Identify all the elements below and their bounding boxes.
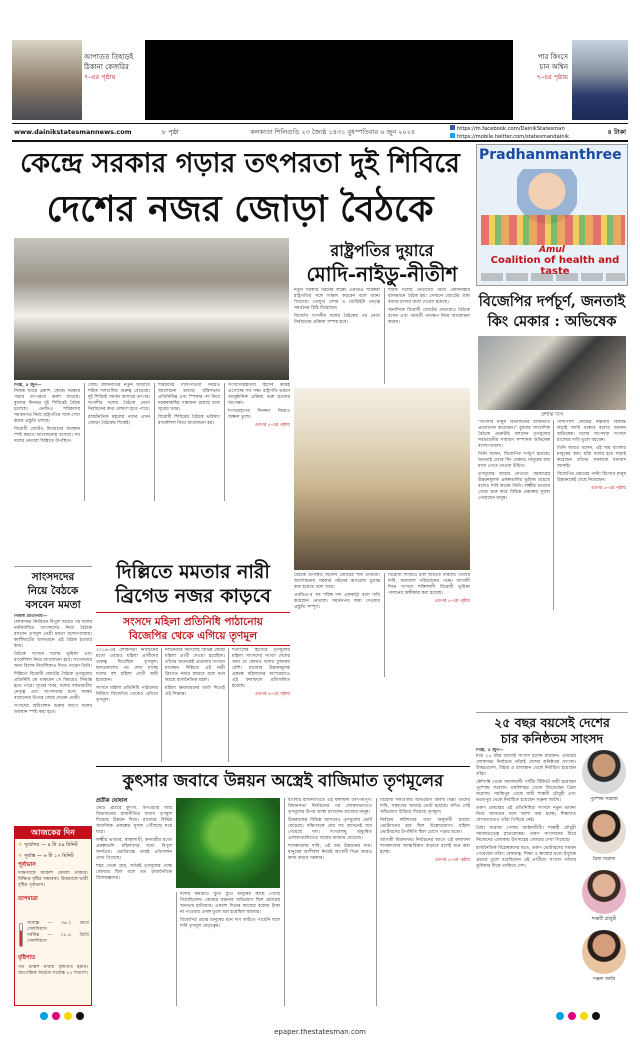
story-youth-body: দিল্লি, ৫ জুন— মাত্র ২৫ বছর বয়সেই সাংসদ হলেন চারজন। এবারের লোকসভা নির্বাচনে তাঁরাই দেশের কনিষ্ঠতম সাংসদ। উত্তরপ্রদেশ, বিহার ও রাজস্থান থেকে নির্বাচিত হয়েছেন তাঁরা। কৌশাম্বি থেকে সমাজবাদী পার্টির টিকিটে জয়ী হয়েছেন পুষ্পেন্দ্র সরোজ। মছলিশহর থেকে জিতেছেন প্রিয়া সরোজ। সমস্তিপুর থেকে জয়ী শাম্ভবী চৌধুরী এবং ভরতপুর থেকে নির্বাচিত হয়েছেন সঞ্জনা জাটব। তরুণ প্রজন্মের এই প্রতিনিধিরা সংসদে নতুন ভাবনা নিয়ে আসবেন বলে আশা করা হচ্ছে। শিক্ষাগত যোগ্যতাতেও তাঁরা পিছিয়ে নেই। প্রিয়া সরোজ পেশায় আইনজীবী। শাম্ভবী চৌধুরী সমাজতত্ত্বে স্নাতকোত্তর। তরুণ সাংসদদের ঘিরে নিজেদের এলাকায় উৎসাহের জোয়ার দেখা গিয়েছে। রাজনৈতিক বিশ্লেষকদের মতে, তরুণ ভোটারদের সমর্থন পেয়েছেন তাঁরা। বেকারত্ব, শিক্ষা ও স্বাস্থ্যের মতো ইস্যুকে প্রচারে তুলে ধরেছিলেন এই প্রার্থীরা। সংসদে তাঁদের ভূমিকার দিকে তাকিয়ে দেশ। xyxy=(476,748,576,869)
story-bjp-headline-2: কিং মেকার : অভিষেক xyxy=(487,313,617,330)
reg-dot-cyan xyxy=(40,1012,48,1020)
weather-rain-text: গত চব্বিশ ঘণ্টায় বৃষ্টিপাত হয়নি। আপেক্ষিক আর্দ্রতা সর্বোচ্চ ৮২ শতাংশ। xyxy=(18,965,88,976)
facebook-icon xyxy=(450,125,455,130)
weather-box xyxy=(14,826,92,1006)
page-count: ৮ পৃষ্ঠা xyxy=(162,128,179,136)
story-mamata-deck xyxy=(96,612,290,646)
lead-body-col5: নতুন সরকার গঠনের লক্ষ্যে এনডিএ শরিকরা রাষ্ট্রপতির সঙ্গে সাক্ষাৎ করবেন বলে জানা গিয়েছে। তেলুগু দেশম ও জেডিইউ নেতৃত্ব সমর্থনের চিঠি দিয়েছেন। বিজেপি সংসদীয় দলের বৈঠকের পর নেতা নির্বাচনের প্রক্রিয়া সম্পন্ন হবে। xyxy=(294,288,380,325)
story-tmc-col4: বিরোধী দলগুলির অভিযোগ অবশ্য ভিন্ন। তাদের দাবি, সন্ত্রাসের আবহে ভোট হয়েছে। যদিও সেই অভিযোগ উড়িয়ে দিয়েছে তৃণমূল। নির্বাচন কমিশনের তথ্য অনুযায়ী রাজ্যে ভোটদানের হার ছিল উল্লেখযোগ্য। মহিলা ভোটারদের উপস্থিতি ছিল চোখে পড়ার মতো। আগামী বিধানসভা নির্বাচনের আগে এই ফলাফল শাসকদলের আত্মবিশ্বাস বাড়াবে বলেই মনে করা হচ্ছে। এরপর ৫-এর পৃষ্ঠায় xyxy=(376,798,470,1006)
right-teaser-text[interactable] xyxy=(518,52,568,82)
lead-subhead-1: রাষ্ট্রপতির দুয়ারে xyxy=(330,241,434,260)
lead-continued: এরপর ৫-এর পৃষ্ঠায় xyxy=(254,423,290,428)
social-links xyxy=(450,125,569,141)
story-mamata-side-body: নিজস্ব প্রতিনিধি— লোকসভা নির্বাচনে বিপুল জয়ের পর দলের নবনির্বাচিত সাংসদদের নিয়ে বৈঠকে বসবেন তৃণমূল নেত্রী মমতা বন্দ্যোপাধ্যায়। কালীঘাটের বাসভবনে এই বৈঠক হওয়ার কথা। বৈঠকে সংসদে দলের ভূমিকা এবং রণকৌশল নিয়ে আলোচনা হবে। সাংসদদের জন্য বিশেষ নির্দেশিকাও দিতে পারেন তিনি। দিল্লিতে বিরোধী জোটের বৈঠকে তৃণমূলের প্রতিনিধি কে থাকবেন সে বিষয়েও সিদ্ধান্ত হতে পারে। সূত্রের খবর, দলের সর্বভারতীয় নেতৃত্ব এবং সাংসদদের মধ্যে সমন্বয় বাড়ানোর উপরে জোর দেবেন নেত্রী। সংসদের অধিবেশন শুরুর আগে দলের অবস্থান স্পষ্ট করা হবে। xyxy=(14,614,92,715)
left-teaser-line2: ঠিকানা কেজরির xyxy=(84,63,129,71)
portrait-3 xyxy=(582,870,626,914)
portrait-caption-1: পুষ্পেন্দ্র সরোজ xyxy=(590,797,618,802)
story-youth-portraits xyxy=(580,748,628,1006)
masthead-rule-bottom xyxy=(12,140,628,142)
lead-body-col1: দিল্লি, ৫ জুন— নিজস্ব খবরে প্রকাশ, কেন্দ্রে সরকার গড়ার তৎপরতা ক্রমশ বাড়ছে। বুধবার দিনভর দুই শিবিরেই বৈঠক চলেছে। এনডিএ শরিকদের সমর্থনপত্র নিয়ে রাষ্ট্রপতির সঙ্গে দেখা করার প্রস্তুতি চলছে। বিরোধী জোটও নিজেদের অবস্থান স্পষ্ট করতে আলোচনায় বসেছে। সব দলের নেতারা দিল্লিতে উপস্থিত। xyxy=(14,383,80,444)
story-mamata-deck-1: সংসদে মহিলা প্রতিনিধি পাঠানোয় xyxy=(123,616,263,628)
story-mamata-side-2: নিয়ে বৈঠকে xyxy=(27,585,79,597)
amul-cartoon xyxy=(476,144,628,286)
portrait-2 xyxy=(582,810,626,854)
price: ৪ টাকা xyxy=(607,128,626,136)
lead-body-col8: বিরোধী শিবিরও হাল ছাড়তে নারাজ। তাদের দাবি, জনাদেশ পরিবর্তনের পক্ষে। আগামী দিনে সংসদে শক্তিশালী বিরোধী ভূমিকা পালনের অঙ্গীকার করা হয়েছে। এরপর ৫-এর পৃষ্ঠায় xyxy=(384,573,470,677)
lead-body-col6: শরিক দলের নেতাদের নিয়ে প্রধানমন্ত্রীর বাসভবনে বৈঠক হয়। সেখানে জোটের ঐক্য বজায় রাখার বার্তা দেওয়া হয়েছে। অন্যদিকে বিরোধী জোটের নেতারাও বৈঠকে বসেন এবং পরবর্তী পদক্ষেপ নিয়ে আলোচনা করেন। xyxy=(384,288,470,384)
story-mamata-col2: দলনেত্রীর নির্দেশেই বিভিন্ন কেন্দ্রে মহিলা প্রার্থী দেওয়া হয়েছিল। তাঁদের অনেকেই প্রথমবার সংসদে যাচ্ছেন। দিল্লিতে এই নারী ব্রিগেড নজর কাড়বে বলে মনে করছে রাজনৈতিক মহল। মহিলা ক্ষমতায়নের বার্তা দিতেই এই সিদ্ধান্ত। xyxy=(161,648,225,762)
cartoon-fruits xyxy=(481,215,625,245)
dateline-bar xyxy=(12,124,628,140)
right-teaser-photo xyxy=(572,40,628,120)
portrait-1 xyxy=(582,750,626,794)
weather-temp-text: সর্বোচ্চ — ৩৬.২ ডিগ্রি সেলসিয়াস সর্বনিম্ন — ২৮.৪ ডিগ্রি সেলসিয়াস xyxy=(27,921,89,944)
story-mamata-col3: শতাংশের হিসেবে তৃণমূলের মহিলা সাংসদের সংখ্যা দেশের অন্য যে কোনও দলের তুলনায় বেশি। রাজ্যের উন্নয়নমূলক প্রকল্পে মহিলাদের অংশগ্রহণও এই ফলাফলে প্রতিফলিত হয়েছে। এরপর ৫-এর পৃষ্ঠায় xyxy=(228,648,290,762)
footer-url[interactable]: epaper.thestatesman.com xyxy=(274,1028,366,1036)
left-teaser-photo xyxy=(12,40,82,120)
website-link[interactable]: www.dainikstatesmannews.com xyxy=(14,128,132,136)
story-bjp-col1: "বাংলার মানুষ বিভাজনের রাজনীতি প্রত্যাখ্যান করেছেন।" বুধবার সাংবাদিক বৈঠকে এমনটাই বললেন তৃণমূলের সর্বভারতীয় সাধারণ সম্পাদক অভিষেক বন্দ্যোপাধ্যায়। তিনি বলেন, বিজেপির দর্পচূর্ণ হয়েছে। জনতাই এবার কিং মেকার। মানুষের রায় মাথা পেতে নেওয়া উচিত। তৃণমূলের জয়ের নেপথ্যে সরকারের উন্নয়নমূলক প্রকল্পগুলির ভূমিকা রয়েছে বলেও দাবি করেন তিনি। লক্ষ্মীর ভাণ্ডার থেকে শুরু করে বিভিন্ন প্রকল্পের সুফল পেয়েছেন মানুষ। xyxy=(478,420,550,501)
portrait-4 xyxy=(582,930,626,974)
weather-temp-label: তাপমাত্রা xyxy=(18,896,38,902)
lead-body-col7: বৈঠকে উপস্থিত ছিলেন জোটের শীর্ষ নেতারা। আলোচনায় সরকার গঠনের রূপরেখা চূড়ান্ত করা হয়েছে বলে খবর। এনডিএ-র সব শরিক দল এককাট্টা বলে দাবি করেছেন নেতারা। সমর্থনপত্র জমা দেওয়ার প্রস্তুতি সম্পূর্ণ। xyxy=(294,573,380,610)
reg-dot-magenta xyxy=(52,1012,60,1020)
lead-dateline: দিল্লি, ৫ জুন— xyxy=(14,383,42,388)
story-mamata-side-3: বসবেন মমতা xyxy=(25,599,81,611)
weather-sunset xyxy=(15,851,91,861)
lead-headline: দেশের নজর জোড়া বৈঠকে xyxy=(46,188,434,230)
weather-forecast-label: পূর্বাভাস xyxy=(18,862,36,868)
story-youth-dateline: দিল্লি, ৫ জুন— xyxy=(476,748,504,753)
reg-dot-yellow-right xyxy=(580,1012,588,1020)
story-bjp-photo xyxy=(478,336,626,410)
left-teaser-line1: আপাতত তিহাড়ই xyxy=(84,53,134,61)
story-bjp-headline-1: বিজেপির দর্পচূর্ণ, জনতাই xyxy=(478,293,626,310)
twitter-icon xyxy=(450,133,455,138)
left-teaser-text[interactable] xyxy=(84,52,154,82)
reg-dot-black-right xyxy=(592,1012,600,1020)
reg-dot-yellow xyxy=(64,1012,72,1020)
lead-body-col4: সংখ্যাগরিষ্ঠতার হিসেব কষেই এগোচ্ছে সব পক্ষ। রাষ্ট্রপতি ভবনে আনুষ্ঠানিক প্রক্রিয়া শুরু হওয়ার অপেক্ষা। শপথগ্রহণের দিনক্ষণ নিয়েও জল্পনা তুঙ্গে। এরপর ৫-এর পৃষ্ঠায় xyxy=(224,383,290,501)
portrait-caption-3: শাম্ভবী চৌধুরী xyxy=(591,917,617,922)
story-mamata-dateline: নিজস্ব প্রতিনিধি— xyxy=(14,614,48,619)
twitter-link[interactable]: https://mobile.twitter.com/statesmandainik xyxy=(457,134,569,140)
story-mamata-side-headline xyxy=(14,566,92,612)
lead-subhead-2: মোদি-নাইডু-নীতীশ xyxy=(306,262,458,286)
sun-icon: ☀ xyxy=(18,842,25,848)
sunset-icon: ☼ xyxy=(18,853,25,859)
reg-dot-cyan-right xyxy=(556,1012,564,1020)
cartoon-caption-strip xyxy=(481,273,625,281)
left-teaser-page-ref: ৭-এর পৃষ্ঠায় xyxy=(84,73,116,81)
story-bjp-headline xyxy=(476,292,628,332)
right-teaser-line1: পার কিংসে xyxy=(537,53,568,61)
lead-body-col3: শরিকদের দাবি-দাওয়া নিয়েও আলোচনা চলছে। মন্ত্রিসভায় প্রতিনিধিত্ব এবং স্পিকার পদ নিয়ে দরকষাকষির সম্ভাবনা রয়েছে বলে সূত্রের খবর। বিরোধী শিবিরের বৈঠকে ভবিষ্যৎ রণকৌশল নিয়ে আলোচনা হয়। xyxy=(154,383,220,501)
story-tmc-byline: প্রতীক ঘোষাল xyxy=(96,798,128,804)
weather-sunrise xyxy=(15,839,91,851)
story-tmc-rule xyxy=(96,766,470,767)
thermometer-icon xyxy=(19,923,23,947)
story-bjp-col2: পাশাপাশি কেন্দ্রের বঞ্চনার বিরুদ্ধে লড়াই জারি থাকবে বলেও জানান অভিষেক। দলের সাংসদরা সংসদে রাজ্যের দাবি তুলে ধরবেন। তিনি আরও বলেন, এই জয় বাংলার মানুষের জয়। যাঁরা দলের হয়ে লড়াই করেছেন তাঁদের সকলকে ধন্যবাদ জানাই। বিজেপির প্রচারের পাল্টা হিসেবে মানুষ উন্নয়নকেই বেছে নিয়েছেন। এরপর ৫-এর পৃষ্ঠায় xyxy=(553,420,626,610)
lead-subhead xyxy=(294,240,470,286)
weather-sunrise-text: সূর্যোদয় — ৪ টা ৫৪ মিনিট xyxy=(24,842,78,848)
story-tmc-col1: ভোট প্রচারে কুৎসা, অপপ্রচার আর বিভাজনের রাজনীতির জবাব তৃণমূল দিয়েছে উন্নয়ন দিয়ে। রাজ্যের বিভিন্ন সামাজিক প্রকল্পের সুফল পৌঁছেছে ঘরে ঘরে। লক্ষ্মীর ভাণ্ডার, স্বাস্থ্যসাথী, কন্যাশ্রীর মতো প্রকল্পগুলি মহিলাদের মধ্যে বিপুল জনপ্রিয়। ভোটবাক্সে তারই প্রতিফলন দেখা গিয়েছে। শহর থেকে গ্রাম, সর্বত্রই তৃণমূলের পক্ষে জোয়ার ছিল বলে মত রাজনৈতিক বিশেষজ্ঞদের। xyxy=(96,806,172,881)
right-teaser-page-ref: ৭-এর পৃষ্ঠায় xyxy=(536,73,568,81)
reg-dot-black xyxy=(76,1012,84,1020)
portrait-caption-4: সঞ্জনা জাটব xyxy=(592,977,616,982)
story-mamata-deck-2: বিজেপির থেকে এগিয়ে তৃণমূল xyxy=(128,630,258,642)
story-youth-headline xyxy=(476,712,628,747)
lead-kicker: কেন্দ্রে সরকার গড়ার তৎপরতা দুই শিবিরে xyxy=(20,148,460,179)
story-tmc-col3: বাংলার রাজনীতিতে এই ফলাফল তাৎপর্যপূর্ণ। বিধানসভা নির্বাচনের পর লোকসভাতেও তৃণমূলের উপর আস্থা রাখলেন রাজ্যের মানুষ। উত্তরবঙ্গের বিভিন্ন আসনেও তৃণমূলের ভোট বেড়েছে। দক্ষিণবঙ্গে প্রায় সব আসনেই জয় পেয়েছে দল। সংখ্যালঘু অধ্যুষিত এলাকাগুলিতেও জয়ের ব্যবধান বেড়েছে। শাসকদলের দাবি, এই জয় উন্নয়নের জয়। মানুষের আশীর্বাদ নিয়েই আগামী দিনে আরও কাজ করবে সরকার। xyxy=(284,798,372,1006)
lead-body-col2: জোট রাজনীতির নতুন অধ্যায়ে শরিক দলগুলির গুরুত্ব বেড়েছে। দুই শিবিরই সমর্থন আদায়ে তৎপর। সংসদীয় দলের বৈঠকে নেতা নির্বাচনের কথা ঘোষণা হতে পারে। রাজনৈতিক মহলের নজর এখন জোড়া বৈঠকের দিকেই। xyxy=(84,383,150,501)
portrait-caption-2: প্রিয়া সরোজ xyxy=(592,857,616,862)
facebook-link[interactable]: https://m.facebook.com/DainikStatesman xyxy=(457,126,565,132)
cartoon-tagline: Coalition of health and taste xyxy=(490,255,620,277)
weather-rain-label: বৃষ্টিপাত xyxy=(18,955,36,961)
story-tmc-photo xyxy=(176,798,280,888)
color-registration-strip xyxy=(40,1012,600,1020)
story-tmc-headline: কুৎসার জবাবে উন্নয়ন অস্ত্রেই বাজিমাত তৃণমূলের xyxy=(122,771,444,790)
masthead-logo-band xyxy=(145,40,513,120)
cartoon-title: Pradhanmanthree xyxy=(479,147,622,163)
weather-forecast-text: দক্ষিণবঙ্গে আকাশ মেঘলা থাকবে। বিক্ষিপ্ত বৃষ্টির সম্ভাবনা। উত্তরবঙ্গে ভারী বৃষ্টির পূর্বাভাস। xyxy=(18,871,88,888)
story-bjp-byline: প্রশান্ত দাস xyxy=(540,412,564,418)
lead-photo-india-bloc xyxy=(14,238,289,380)
story-mamata-headline-1: দিল্লিতে মমতার নারী xyxy=(116,561,270,583)
right-teaser-line2: চান অশ্বিন xyxy=(539,63,568,71)
story-youth-headline-1: ২৫ বছর বয়সেই দেশের xyxy=(494,715,610,730)
story-mamata-headline-2: ব্রিগেড নজর কাড়বে xyxy=(115,585,271,607)
story-tmc-col2: দলের কর্মীরাও বুথে বুথে মানুষের কাছে পৌঁছে গিয়েছিলেন। কেন্দ্রের বঞ্চনার অভিযোগ ছিল প্রচারের অন্যতম হাতিয়ার। একশো দিনের কাজের বকেয়া টাকা না পাওয়ার প্রসঙ্গ তুলে ধরা হয়েছিল বারবার। বিজেপির প্রচার মানুষের মনে দাগ কাটতে পারেনি বলে দাবি তৃণমূল নেতৃত্বের। xyxy=(176,892,280,1006)
story-mamata-headline xyxy=(96,560,290,608)
story-mamata-col1: ২০১৯-এর লোকসভা নির্বাচনের মতো এবারও মহিলা প্রার্থীদের গুরুত্ব দিয়েছিল তৃণমূল। ফলপ্রকাশের পর দেখা যাচ্ছে দলের বহু মহিলা প্রার্থী জয়ী হয়েছেন। সংসদে মহিলা প্রতিনিধি পাঠানোর নিরিখে বিজেপির থেকেও এগিয়ে তৃণমূল। xyxy=(96,648,158,703)
weather-title: আজকের দিন xyxy=(15,827,91,839)
story-mamata-side-1: সাংসদদের xyxy=(31,571,75,583)
dateline: কলকাতা শিলিগুড়ি ২৩ জ্যৈষ্ঠ ১৪৩১ বুধস্পতিবার ৬ জুন ২০২৪ xyxy=(250,128,416,136)
masthead xyxy=(12,40,628,122)
cartoon-brand: Amul xyxy=(539,245,565,255)
reg-dot-magenta-right xyxy=(568,1012,576,1020)
lead-photo-nda xyxy=(294,388,470,570)
story-youth-headline-2: চার কনিষ্ঠতম সাংসদ xyxy=(500,731,604,746)
weather-sunset-text: সূর্যাস্ত — ৬ টা ১৭ মিনিট xyxy=(24,853,74,859)
